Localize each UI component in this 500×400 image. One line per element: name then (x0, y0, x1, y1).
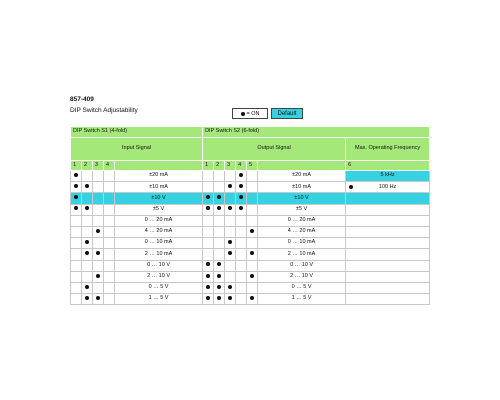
s1-switch-cell (104, 282, 115, 293)
on-dot-icon (96, 251, 100, 255)
s2-switch-cell (203, 249, 214, 260)
s2-switch-cell (225, 171, 236, 182)
frequency-cell (346, 282, 430, 293)
s1-switch-cell (82, 182, 93, 193)
output-signal-cell: ±20 mA (258, 171, 346, 182)
s1-switch-cell (93, 271, 104, 282)
on-legend (232, 108, 268, 119)
s2-switch-cell (247, 215, 258, 226)
table-row (71, 171, 430, 182)
on-dot-icon (206, 274, 210, 278)
s1-switch-number: 3 (93, 161, 104, 171)
table-row (71, 294, 430, 305)
frequency-cell (346, 238, 430, 249)
input-signal-cell: 2 … 10 mA (115, 249, 203, 260)
s1-switch-cell (71, 182, 82, 193)
s2-switch-cell (236, 282, 247, 293)
s2-switch-cell (203, 260, 214, 271)
s2-switch-cell (203, 182, 214, 193)
part-number: 857-409 (70, 96, 94, 103)
on-dot-icon (217, 262, 221, 266)
s2-switch-cell (236, 238, 247, 249)
s1-switch-cell (93, 193, 104, 204)
s1-switch-cell (82, 271, 93, 282)
s2-switch-cell (247, 182, 258, 193)
s2-switch-cell (203, 215, 214, 226)
s2-switch-cell (247, 238, 258, 249)
on-dot-icon (239, 206, 243, 210)
on-dot-icon (217, 195, 221, 199)
s1-switch-cell (104, 182, 115, 193)
on-dot-icon (74, 206, 78, 210)
on-dot-icon (217, 206, 221, 210)
s1-switch-cell (104, 249, 115, 260)
output-signal-cell: 2 … 10 V (258, 271, 346, 282)
s2-switch-cell (247, 193, 258, 204)
on-dot-icon (85, 296, 89, 300)
s1-switch-cell (104, 294, 115, 305)
on-dot-icon (206, 296, 210, 300)
on-dot-icon (85, 206, 89, 210)
on-dot-icon (250, 229, 254, 233)
s1-switch-cell (104, 260, 115, 271)
s1-switch-cell (71, 193, 82, 204)
s2-switch-cell (247, 271, 258, 282)
s1-switch-cell (71, 294, 82, 305)
s2-switch-cell (247, 260, 258, 271)
output-signal-cell: 0 … 10 V (258, 260, 346, 271)
input-signal-cell: ±20 mA (115, 171, 203, 182)
s1-switch-cell (82, 282, 93, 293)
output-signal-cell: 0 … 20 mA (258, 215, 346, 226)
on-dot-icon (96, 274, 100, 278)
input-signal-header: Input Signal (71, 138, 203, 161)
on-dot-icon (239, 184, 243, 188)
table-row (71, 226, 430, 237)
s2-switch-cell (247, 282, 258, 293)
s2-switch-number: 5 (247, 161, 258, 171)
input-signal-cell: 0 … 10 V (115, 260, 203, 271)
on-dot-icon (74, 195, 78, 199)
s2-switch-number: 4 (236, 161, 247, 171)
frequency-cell (346, 215, 430, 226)
default-legend: Default (271, 108, 303, 119)
on-dot-icon (85, 251, 89, 255)
s2-switch-cell (236, 182, 247, 193)
s1-switch-cell (71, 282, 82, 293)
on-dot-icon (349, 185, 353, 189)
table-row (71, 260, 430, 271)
s1-switch-cell (93, 226, 104, 237)
s1-switch-cell (82, 226, 93, 237)
s1-switch-cell (93, 282, 104, 293)
on-dot-icon (228, 184, 232, 188)
page-title: DIP Switch Adjustability (70, 107, 138, 114)
output-signal-cell: 4 … 20 mA (258, 226, 346, 237)
output-signal-cell: 0 … 5 V (258, 282, 346, 293)
s2-switch-cell (225, 204, 236, 215)
s1-switch-cell (82, 294, 93, 305)
on-dot-icon (228, 251, 232, 255)
s2-switch-cell (225, 182, 236, 193)
s2-switch-cell (225, 294, 236, 305)
s1-switch-cell (93, 215, 104, 226)
s2-switch-cell (214, 271, 225, 282)
s1-switch-cell (104, 271, 115, 282)
table-row (71, 271, 430, 282)
output-signal-cell: ±10 mA (258, 182, 346, 193)
on-dot-icon (228, 206, 232, 210)
s2-switch-cell (225, 271, 236, 282)
s1-switch-cell (82, 215, 93, 226)
s2-switch-cell (214, 260, 225, 271)
s2-switch-cell (225, 238, 236, 249)
on-dot-icon (85, 184, 89, 188)
on-dot-icon (85, 240, 89, 244)
on-dot-icon (250, 274, 254, 278)
on-dot-icon (74, 184, 78, 188)
s2-switch-cell (225, 249, 236, 260)
frequency-cell (346, 182, 430, 193)
s2-switch-cell (247, 226, 258, 237)
frequency-cell (346, 226, 430, 237)
on-dot-icon (228, 240, 232, 244)
s2-switch-cell (214, 282, 225, 293)
s1-switch-cell (71, 215, 82, 226)
s2-switch-cell (236, 294, 247, 305)
s2-switch-cell (247, 204, 258, 215)
on-dot-icon (250, 251, 254, 255)
table-row (71, 238, 430, 249)
output-signal-header: Output Signal (203, 138, 346, 161)
on-dot-icon (239, 173, 243, 177)
s2-switch-cell (203, 282, 214, 293)
on-legend-label: = ON (246, 110, 260, 117)
on-dot-icon (239, 195, 243, 199)
s2-switch-cell (225, 215, 236, 226)
s2-switch-cell (214, 238, 225, 249)
output-signal-cell: ±5 V (258, 204, 346, 215)
output-signal-cell: ±10 V (258, 193, 346, 204)
frequency-label: 100 Hz (378, 183, 397, 190)
s2-switch-cell (214, 226, 225, 237)
s1-switch-cell (93, 204, 104, 215)
s2-switch-cell (236, 249, 247, 260)
s1-switch-cell (104, 204, 115, 215)
s1-title: DIP Switch S1 (4-fold) (71, 127, 203, 138)
s1-switch-cell (71, 204, 82, 215)
s2-switch-cell (236, 271, 247, 282)
s2-switch-cell (225, 260, 236, 271)
s2-switch-cell (247, 249, 258, 260)
output-signal-cell: 0 … 10 mA (258, 238, 346, 249)
s1-switch-cell (93, 294, 104, 305)
s1-switch-number: 1 (71, 161, 82, 171)
s2-switch-number: 3 (225, 161, 236, 171)
blank-cell (258, 161, 346, 171)
s2-switch-cell (236, 215, 247, 226)
s2-switch-cell (236, 204, 247, 215)
input-signal-cell: 2 … 10 V (115, 271, 203, 282)
input-signal-cell: 0 … 10 mA (115, 238, 203, 249)
s2-switch-cell (214, 215, 225, 226)
s1-switch-cell (93, 260, 104, 271)
frequency-cell (346, 249, 430, 260)
output-signal-cell: 2 … 10 mA (258, 249, 346, 260)
s2-title: DIP Switch S2 (6-fold) (203, 127, 430, 138)
table-row (71, 215, 430, 226)
blank-cell (115, 161, 203, 171)
dip-switch-table (70, 126, 430, 305)
s2-switch-cell (225, 226, 236, 237)
input-signal-cell: ±5 V (115, 204, 203, 215)
s2-switch-cell (214, 182, 225, 193)
input-signal-cell: 1 … 5 V (115, 294, 203, 305)
on-dot-icon (206, 285, 210, 289)
on-dot-icon (206, 262, 210, 266)
frequency-cell (346, 271, 430, 282)
s2-switch-cell (214, 294, 225, 305)
s2-switch-number: 2 (214, 161, 225, 171)
s2-switch-cell (236, 171, 247, 182)
s1-switch-cell (82, 204, 93, 215)
s2-switch-cell (214, 204, 225, 215)
input-signal-cell: ±10 mA (115, 182, 203, 193)
on-dot-icon (206, 195, 210, 199)
s2-switch-cell (236, 193, 247, 204)
on-dot-icon (228, 285, 232, 289)
input-signal-cell: 0 … 20 mA (115, 215, 203, 226)
s1-switch-cell (82, 171, 93, 182)
s2-switch-cell (225, 193, 236, 204)
s2-switch-cell (203, 294, 214, 305)
s1-switch-cell (82, 249, 93, 260)
s1-switch-cell (82, 238, 93, 249)
frequency-label: 5 kHz (380, 172, 395, 179)
s2-switch-cell (203, 204, 214, 215)
max-frequency-header: Max. Operating Frequency (346, 138, 430, 161)
input-signal-cell: 0 … 5 V (115, 282, 203, 293)
frequency-cell (346, 193, 430, 204)
s1-switch-cell (104, 171, 115, 182)
on-dot-icon (74, 173, 78, 177)
s1-switch-cell (93, 171, 104, 182)
frequency-cell (346, 204, 430, 215)
s1-switch-cell (71, 260, 82, 271)
s1-switch-number: 2 (82, 161, 93, 171)
input-signal-cell: ±10 V (115, 193, 203, 204)
s2-switch-cell (236, 226, 247, 237)
on-dot-icon (217, 274, 221, 278)
switch-number-row (71, 161, 430, 171)
s1-switch-cell (104, 193, 115, 204)
table-row (71, 249, 430, 260)
s2-switch-number: 6 (346, 161, 430, 171)
on-dot-icon (250, 296, 254, 300)
on-dot-icon (217, 285, 221, 289)
frequency-cell (346, 294, 430, 305)
frequency-cell (346, 260, 430, 271)
table-row (71, 204, 430, 215)
s1-switch-cell (71, 271, 82, 282)
s1-switch-cell (104, 226, 115, 237)
s2-switch-cell (203, 171, 214, 182)
s1-switch-cell (71, 238, 82, 249)
s1-switch-cell (104, 238, 115, 249)
s1-switch-number: 4 (104, 161, 115, 171)
on-dot-icon (241, 112, 245, 116)
on-dot-icon (228, 296, 232, 300)
s2-switch-cell (225, 282, 236, 293)
on-dot-icon (85, 285, 89, 289)
s1-switch-cell (93, 182, 104, 193)
frequency-cell (346, 171, 430, 182)
s1-switch-cell (82, 193, 93, 204)
s1-switch-cell (93, 249, 104, 260)
s2-switch-cell (203, 226, 214, 237)
on-dot-icon (206, 206, 210, 210)
table-row (71, 182, 430, 193)
s1-switch-cell (71, 249, 82, 260)
on-dot-icon (96, 229, 100, 233)
s2-switch-number: 1 (203, 161, 214, 171)
s1-switch-cell (104, 215, 115, 226)
s2-switch-cell (214, 193, 225, 204)
input-signal-cell: 4 … 20 mA (115, 226, 203, 237)
s1-switch-cell (93, 238, 104, 249)
table-row (71, 282, 430, 293)
table-row (71, 193, 430, 204)
s2-switch-cell (247, 294, 258, 305)
s2-switch-cell (236, 260, 247, 271)
on-dot-icon (96, 296, 100, 300)
s2-switch-cell (203, 193, 214, 204)
s2-switch-cell (214, 249, 225, 260)
s1-switch-cell (71, 226, 82, 237)
s1-switch-cell (82, 260, 93, 271)
output-signal-cell: 1 … 5 V (258, 294, 346, 305)
s2-switch-cell (203, 271, 214, 282)
s2-switch-cell (214, 171, 225, 182)
s2-switch-cell (247, 171, 258, 182)
s2-switch-cell (203, 238, 214, 249)
on-dot-icon (217, 296, 221, 300)
s1-switch-cell (71, 171, 82, 182)
